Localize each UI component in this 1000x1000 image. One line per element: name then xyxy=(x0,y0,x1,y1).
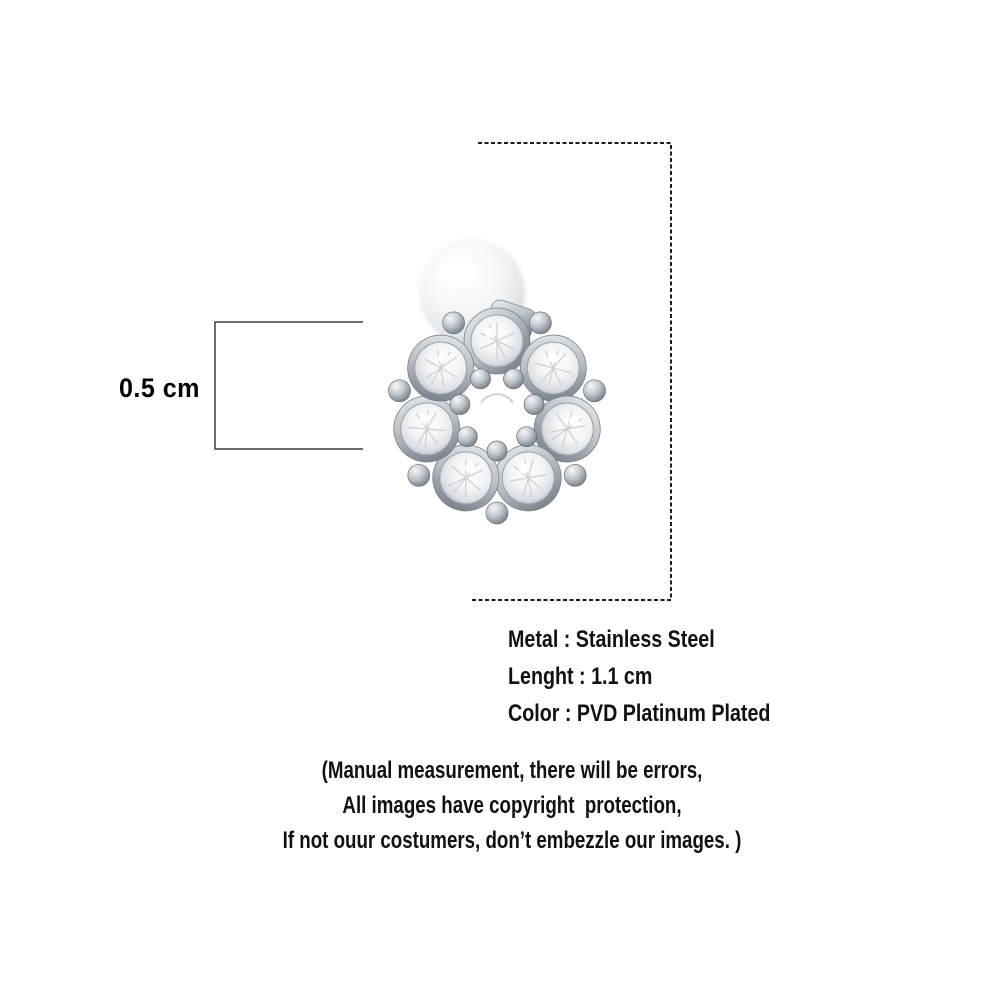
flower-stud-illustration xyxy=(360,228,640,528)
detail-length: Lenght : 1.1 cm xyxy=(508,663,653,690)
disclaimer-line-1: (Manual measurement, there will be errors, xyxy=(321,757,703,784)
width-bracket xyxy=(215,322,363,449)
product-details xyxy=(508,621,770,732)
width-measurement-label: 0.5 cm xyxy=(119,373,200,403)
cz-flower-cluster xyxy=(382,308,606,524)
disclaimer-line-2: All images have copyright protection, xyxy=(342,792,682,819)
detail-color: Color : PVD Platinum Plated xyxy=(508,700,771,727)
detail-metal: Metal : Stainless Steel xyxy=(508,626,715,653)
product-image xyxy=(360,228,640,528)
disclaimer-line-3: If not ouur costumers, don’t embezzle our images. ) xyxy=(282,827,742,854)
copyright-disclaimer xyxy=(131,753,892,858)
